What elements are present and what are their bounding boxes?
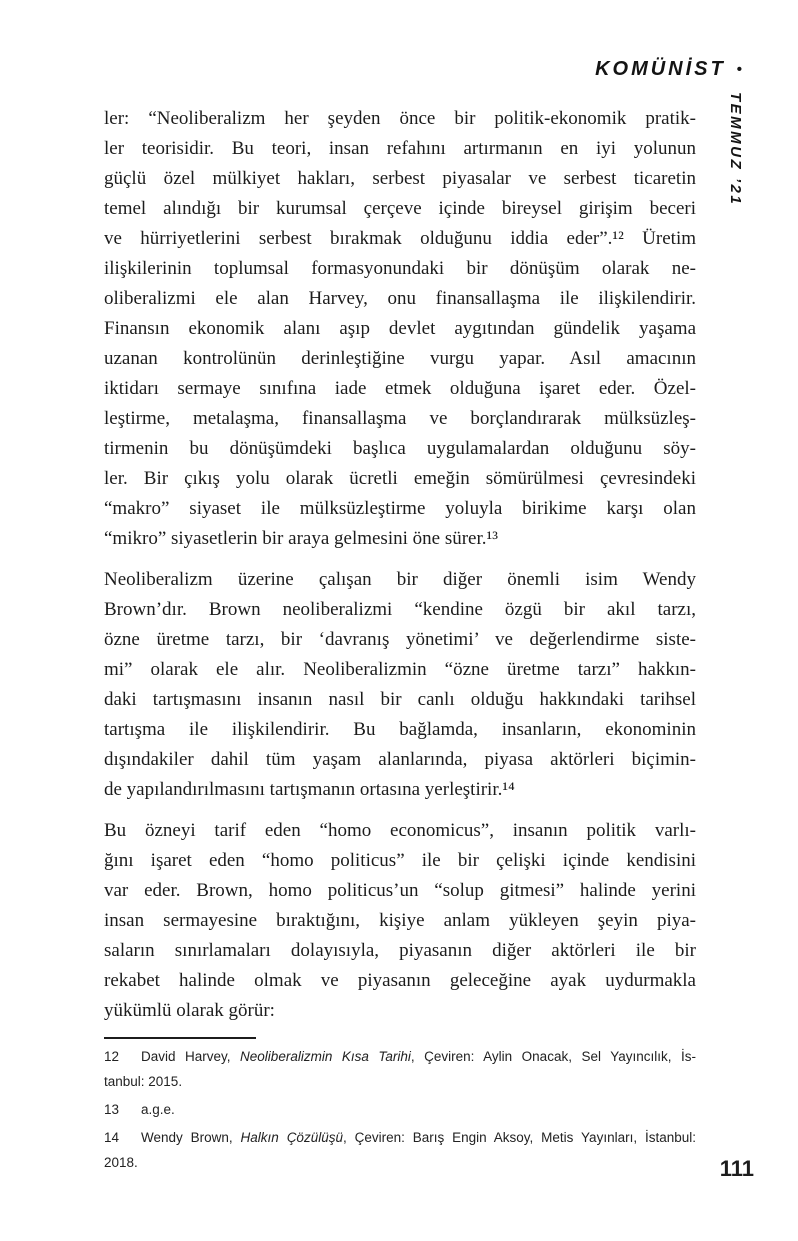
text-line: “mikro” siyasetlerin bir araya gelmesini öne sürer.¹³ [104, 528, 498, 549]
footnote-book-title: Neoliberalizmin Kısa Tarihi [240, 1049, 411, 1064]
footnote-text: David Harvey, [141, 1049, 241, 1064]
text-line: tartışma ile ilişkilendirir. Bu bağlamda, insanların, ekonominin [104, 719, 696, 740]
paragraph-1 [104, 104, 696, 554]
footnote-text: , Çeviren: Barış Engin Aksoy, Metis Yayınları, İstanbul: [342, 1130, 696, 1145]
footnote-text: , Çeviren: Aylin Onacak, Sel Yayıncılık, İs- [410, 1049, 697, 1064]
text-line: özne üretme tarzı, bir ‘davranış yönetimi’ ve değerlendirme siste- [104, 629, 696, 650]
footnotes [104, 1044, 696, 1175]
page-header [595, 58, 742, 81]
footnote-text: Wendy Brown, [141, 1130, 241, 1145]
text-line: ler: “Neoliberalizm her şeyden önce bir politik-ekonomik pratik- [104, 108, 696, 129]
footnote-number: 13 [104, 1102, 120, 1117]
text-line: ilişkilerinin toplumsal formasyonundaki bir dönüşüm olarak ne- [104, 258, 696, 279]
footnote [104, 1097, 696, 1122]
footnote-text: tanbul: 2015. [104, 1074, 183, 1089]
body-text [104, 104, 696, 1178]
footnote-book-title: Halkın Çözülüşü [240, 1130, 343, 1145]
page-number: 111 [719, 1156, 754, 1181]
text-line: dışındakiler dahil tüm yaşam alanlarında, piyasa aktörleri biçimin- [104, 749, 696, 770]
text-line: tirmenin bu dönüşümdeki başlıca uygulamalardan olduğunu söy- [104, 438, 696, 459]
text-line: ler teorisidir. Bu teori, insan refahını artırmanın en iyi yolunun [104, 138, 696, 159]
text-line: Brown’dır. Brown neoliberalizmi “kendine özgü bir akıl tarzı, [104, 599, 696, 620]
footnote-separator [104, 1037, 256, 1039]
text-line: de yapılandırılmasını tartışmanın ortasına yerleştirir.¹⁴ [104, 779, 515, 800]
bullet-icon: • [736, 61, 742, 78]
text-line: Neoliberalizm üzerine çalışan bir diğer önemli isim Wendy [104, 569, 696, 590]
text-line: ve hürriyetlerini serbest bırakmak olduğunu iddia eder”.¹² Üretim [104, 228, 696, 249]
footnote-line [104, 1044, 696, 1069]
text-line: var eder. Brown, homo politicus’un “solup gitmesi” halinde yerini [104, 880, 696, 901]
paragraph-2 [104, 565, 696, 805]
footnote-number: 12 [104, 1049, 120, 1064]
text-line: ğını işaret eden “homo politicus” ile bir çelişki içinde kendisini [104, 850, 696, 871]
footnote-line [104, 1150, 696, 1175]
text-line: yükümlü olarak görür: [104, 1000, 275, 1021]
text-line: rekabet halinde olmak ve piyasanın geleceğine ayak uydurmakla [104, 970, 696, 991]
text-line: Finansın ekonomik alanı aşıp devlet aygıtından gündelik yaşama [104, 318, 696, 339]
text-line: iktidarı sermaye sınıfına iade etmek olduğuna işaret eder. Özel- [104, 378, 696, 399]
text-line: güçlü özel mülkiyet hakları, serbest piyasalar ve serbest ticaretin [104, 168, 696, 189]
footnote-line [104, 1097, 696, 1122]
text-line: ler. Bir çıkış yolu olarak ücretli emeğin sömürülmesi çevresindeki [104, 468, 696, 489]
footnote [104, 1044, 696, 1094]
footnote-line [104, 1069, 696, 1094]
issue-date-vertical: TEMMUZ ’21 [727, 92, 744, 207]
text-line: oliberalizmi ele alan Harvey, onu finansallaşma ile ilişkilendirir. [104, 288, 696, 309]
text-line: saların sınırlamaları dolayısıyla, piyasanın diğer aktörleri ile bir [104, 940, 696, 961]
footnote-line [104, 1125, 696, 1150]
footnote-text: a.g.e. [141, 1102, 175, 1117]
text-line: insan sermayesine bıraktığını, kişiye anlam yükleyen şeyin piya- [104, 910, 696, 931]
footnote [104, 1125, 696, 1175]
journal-title: KOMÜNİST [595, 58, 726, 80]
text-line: mi” olarak ele alır. Neoliberalizmin “özne üretme tarzı” hakkın- [104, 659, 696, 680]
text-line: daki tartışmasını insanın nasıl bir canlı olduğu hakkındaki tarihsel [104, 689, 696, 710]
text-line: temel alındığı bir kurumsal çerçeve içinde bireysel girişim beceri [104, 198, 696, 219]
footnote-text: 2018. [104, 1155, 138, 1170]
text-line: leştirme, metalaşma, finansallaşma ve borçlandırarak mülksüzleş- [104, 408, 696, 429]
footnote-number: 14 [104, 1130, 120, 1145]
text-line: Bu özneyi tarif eden “homo economicus”, insanın politik varlı- [104, 820, 696, 841]
paragraph-3 [104, 816, 696, 1026]
text-line: “makro” siyaset ile mülksüzleştirme yoluyla birikime karşı olan [104, 498, 696, 519]
text-line: uzanan kontrolünün derinleştiğine vurgu yapar. Asıl amacının [104, 348, 696, 369]
